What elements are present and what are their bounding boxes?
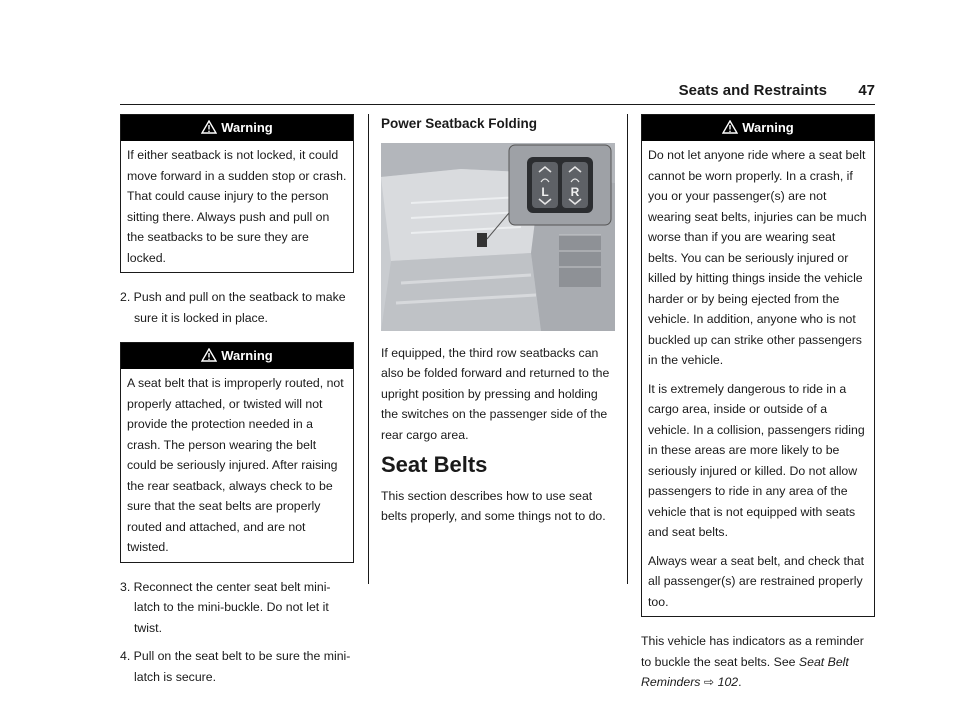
warning-triangle-icon [722,120,738,134]
warning-box-2 [120,342,354,563]
seat-belt-reminders-link[interactable]: Seat Belt Reminders [641,654,849,689]
page-ref-arrow-icon: ⇨ [700,675,718,689]
column-divider-1 [368,114,369,584]
reminder-text: This vehicle has indicators as a reminder to buckle the seat belts. See [641,634,864,669]
warning-triangle-icon [201,348,217,362]
warning-title: Warning [221,120,273,135]
page-ref-number[interactable]: 102 [717,675,739,689]
warning-box-3 [641,114,875,617]
page-header [120,82,875,105]
body-paragraph: If equipped, the third row seatbacks can also be folded forward and returned to the upright position by pressing and holding the switches on the passenger side of the rear cargo area. [381,345,610,442]
subsection-heading: Power Seatback Folding [381,116,538,131]
warning-body [121,141,353,272]
warning-text: A seat belt that is improperly routed, not properly attached, or twisted will not provide the protection needed in a crash. The person wearing the belt could be seriously injured. After raising the rear seatback, always check to be sure that the seat belts are properly routed and attached, and are not twisted. [127,376,344,554]
step-2: 2. Push and pull on the seatback to make sure it is locked in place. [120,290,346,325]
column-divider-2 [627,114,628,584]
warning-triangle-icon [201,120,217,134]
step-3: 3. Reconnect the center seat belt mini-latch to the mini-buckle. Do not let it twist. [120,579,331,635]
column-1 [120,114,354,695]
column-3 [641,114,875,701]
warning-text: If either seatback is not locked, it could move forward in a sudden stop or crash. That could cause injury to the person sitting there. Always push and pull on the seatbacks to be sure they are locked. [127,148,347,265]
warning-header [121,343,353,369]
cargo-switch-figure [381,143,615,331]
page-number: 47 [858,82,875,99]
warning-body [642,141,874,616]
reminder-paragraph [641,631,875,693]
switch-left-label: L [541,184,549,199]
reminder-end: . [738,675,742,689]
warning-body [121,369,353,562]
body-paragraph: This section describes how to use seat belts properly, and some things not to do. [381,488,606,523]
warning-text: Do not let anyone ride where a seat belt cannot be worn properly. In a crash, if you or your passenger(s) are not wearing seat belts, injuries can be much worse than if you are wearing seat belts. You can be seriously injured or killed by hitting things inside the vehicle harder or by being ejected from the vehicle. In addition, anyone who is not buckled up can strike other passengers in the vehicle. [648,148,867,367]
warning-header [642,115,874,141]
warning-text: Always wear a seat belt, and check that all passenger(s) are restrained properly too. [648,553,864,609]
cargo-area-illustration [381,143,615,331]
step-4: 4. Pull on the seat belt to be sure the mini-latch is secure. [120,649,351,684]
warning-header [121,115,353,141]
warning-box-1 [120,114,354,273]
column-2 [381,114,613,535]
warning-title: Warning [221,348,273,363]
warning-text: It is extremely dangerous to ride in a cargo area, inside or outside of a vehicle. In a collision, passengers riding in these areas are more likely to be seriously injured or killed. Do not allow passengers to ride in any area of the vehicle that is not equipped with seats and seat belts. [648,381,865,539]
section-title: Seats and Restraints [678,82,827,99]
section-heading: Seat Belts [381,452,488,477]
warning-title: Warning [742,120,794,135]
switch-right-label: R [570,184,580,199]
